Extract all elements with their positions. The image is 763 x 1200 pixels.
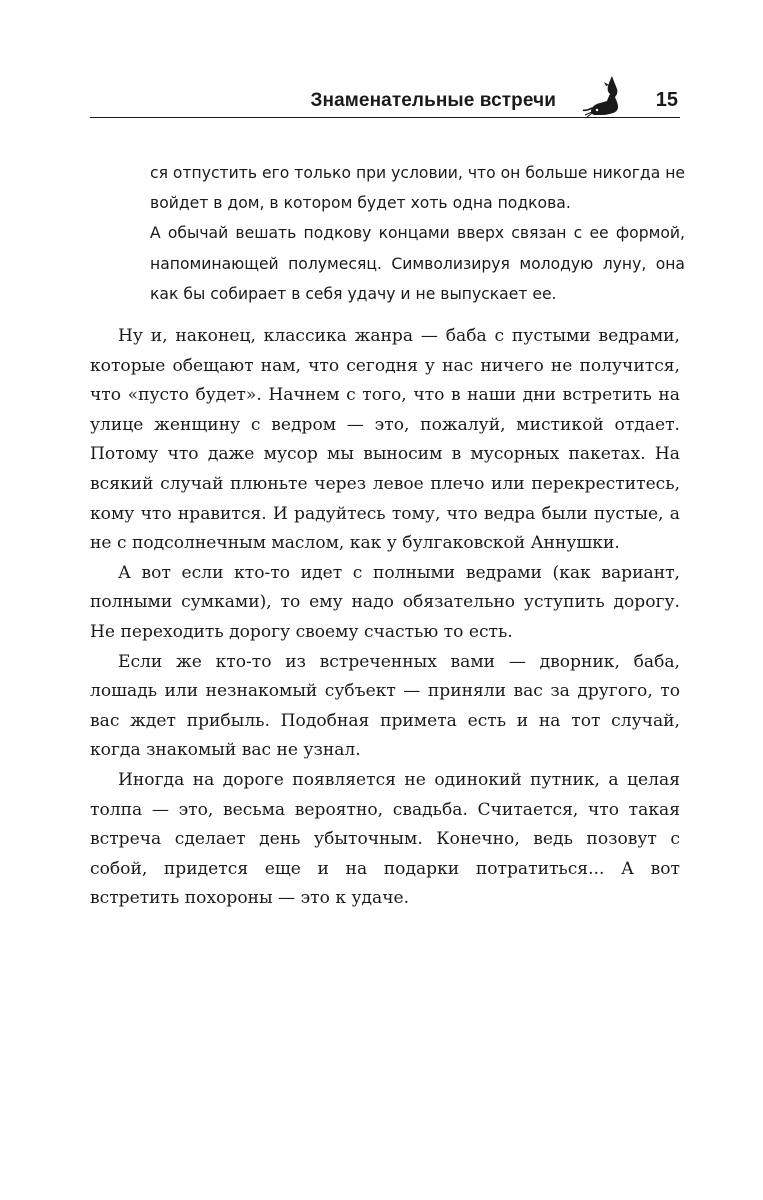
header-divider [90, 117, 680, 118]
note-paragraph: А обычай вешать подкову концами вверх связан с ее формой, напоминающей полумесяц. Символизируя молодую луну, она как бы собирает в себя удачу и не выпускает ее. [150, 224, 685, 303]
sidebar-note [150, 158, 685, 309]
body-paragraph: Если же кто-то из встреченных вами — дворник, баба, лошадь или незнакомый субъект — приняли вас за другого, то вас ждет прибыль. Подобная примета есть и на тот случай, когда знакомый вас не узнал. [90, 651, 680, 761]
body-paragraph: Ну и, наконец, классика жанра — баба с пустыми ведрами, которые обещают нам, что сегодня у нас ничего не получится, что «пусто будет». Начнем с того, что в наши дни встретить на улице женщину с ведром — это, пожалуй, мистикой отдает. Потому что даже мусор мы выносим в мусорных пакетах. На всякий случай плюньте через левое плечо или перекреститесь, кому что нравится. И радуйтесь тому, что ведра были пустые, а не с подсолнечным маслом, как у булгаковской Аннушки. [90, 326, 680, 554]
body-paragraph: Иногда на дороге появляется не одинокий путник, а целая толпа — это, весьма вероятно, свадьба. Считается, что такая встреча сделает день убыточным. Конечно, ведь позовут с собой, придется еще и на подарки потратиться... А вот встретить похороны — это к удаче. [90, 769, 680, 909]
chapter-title: Знаменательные встречи [310, 90, 556, 111]
cat-icon [582, 74, 628, 122]
body-text [90, 322, 680, 914]
page-number: 15 [655, 89, 678, 111]
note-paragraph: ся отпустить его только при условии, что он больше никогда не войдет в дом, в котором будет хоть одна подкова. [150, 164, 686, 213]
body-paragraph: А вот если кто-то идет с полными ведрами (как вариант, полными сумками), то ему надо обязательно уступить дорогу. Не переходить дорогу своему счастью то есть. [90, 562, 680, 642]
running-header [90, 86, 680, 116]
